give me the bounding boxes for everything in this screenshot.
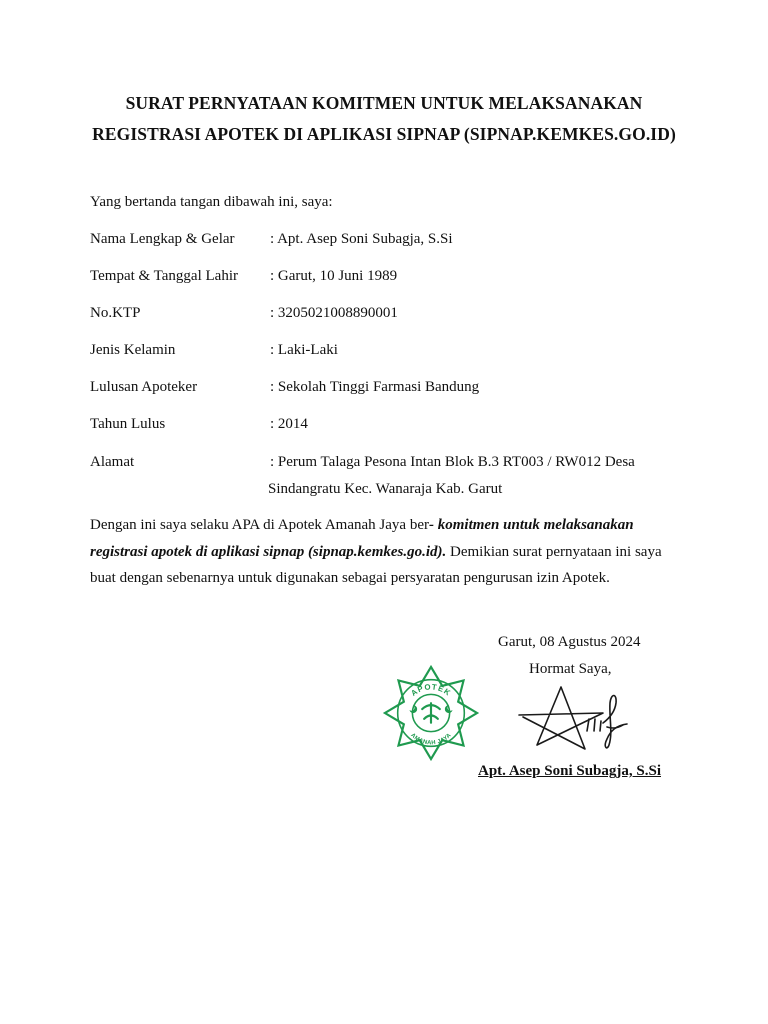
- field-value-kelamin: : Laki-Laki: [270, 342, 338, 358]
- stamp-text-top: APOTEK: [409, 682, 453, 698]
- handwritten-signature: [515, 683, 630, 753]
- field-value-alamat: : Perum Talaga Pesona Intan Blok B.3 RT003 / RW012 Desa: [270, 454, 635, 470]
- doc-title-line-1: SURAT PERNYATAAN KOMITMEN UNTUK MELAKSANAKAN: [125, 93, 643, 113]
- field-value-ktp: : 3205021008890001: [270, 305, 398, 321]
- field-value-alamat-cont: Sindangratu Kec. Wanaraja Kab. Garut: [268, 481, 503, 497]
- field-label-kelamin: Jenis Kelamin: [90, 342, 176, 358]
- statement-line-1: [90, 517, 634, 534]
- field-value-nama: : Apt. Asep Soni Subagja, S.Si: [270, 231, 453, 247]
- stamp-text-bottom: AMANAH JAYA: [409, 732, 453, 747]
- field-label-ttl: Tempat & Tanggal Lahir: [90, 268, 238, 284]
- statement-line-2-plain: Demikian surat pernyataan ini saya: [446, 544, 662, 560]
- svg-text:AMANAH JAYA: [409, 732, 453, 746]
- statement-line-2: [90, 544, 662, 561]
- place-date: Garut, 08 Agustus 2024: [498, 634, 641, 650]
- signer-name: Apt. Asep Soni Subagja, S.Si: [478, 763, 661, 779]
- pharmacy-stamp-icon: [382, 664, 480, 762]
- intro-text: Yang bertanda tangan dibawah ini, saya:: [90, 194, 333, 210]
- statement-line-1-plain: Dengan ini saya selaku APA di Apotek Amanah Jaya ber: [90, 517, 429, 533]
- statement-line-2-bold: registrasi apotek di aplikasi sipnap (sipnap.kemkes.go.id).: [90, 544, 447, 560]
- field-label-alamat: Alamat: [90, 454, 135, 470]
- field-label-lulusan: Lulusan Apoteker: [90, 379, 198, 395]
- field-label-nama: Nama Lengkap & Gelar: [90, 231, 235, 247]
- closing-text: Hormat Saya,: [529, 661, 612, 677]
- field-value-lulusan: : Sekolah Tinggi Farmasi Bandung: [270, 379, 480, 395]
- field-label-ktp: No.KTP: [90, 305, 141, 321]
- statement-line-3: buat dengan sebenarnya untuk digunakan sebagai persyaratan pengurusan izin Apotek.: [90, 570, 610, 586]
- field-value-ttl: : Garut, 10 Juni 1989: [270, 268, 398, 284]
- statement-line-1-bold: - komitmen untuk melaksanakan: [428, 517, 634, 533]
- field-value-tahun-lulus: : 2014: [270, 416, 308, 432]
- doc-title-line-2: REGISTRASI APOTEK DI APLIKASI SIPNAP (SIPNAP.KEMKES.GO.ID): [92, 124, 676, 144]
- field-label-tahun-lulus: Tahun Lulus: [90, 416, 166, 432]
